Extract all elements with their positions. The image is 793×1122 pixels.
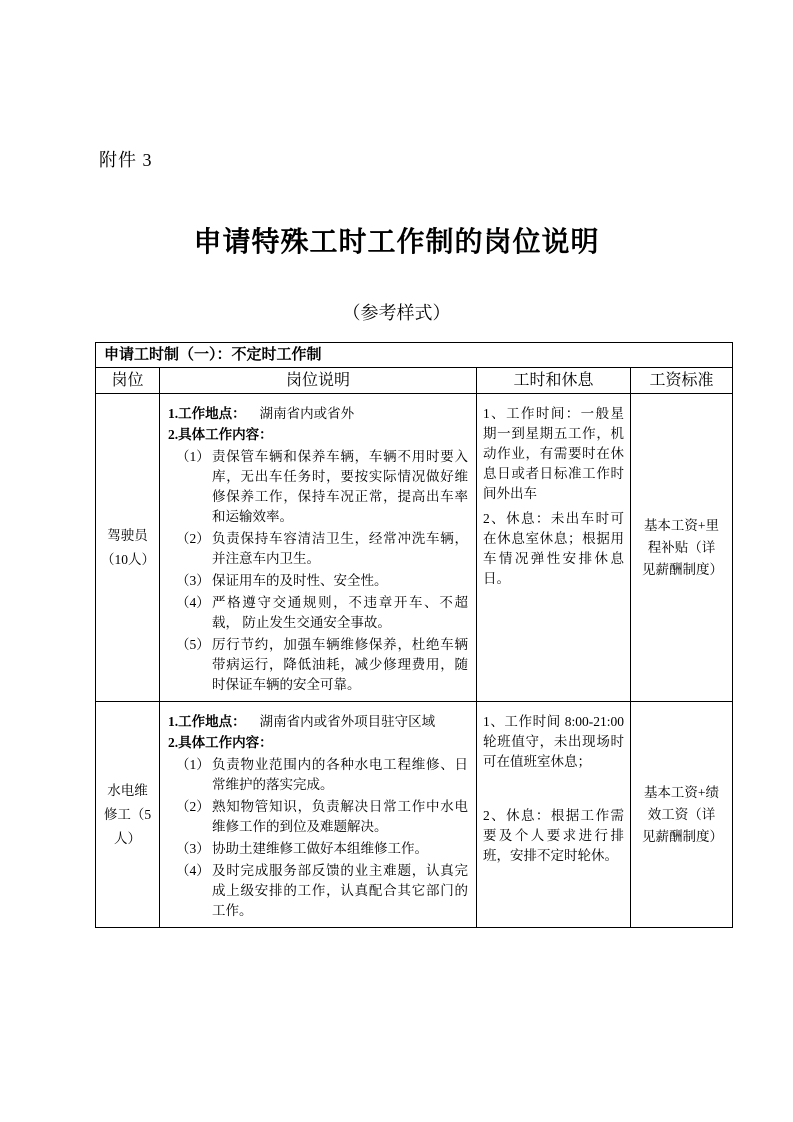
list-item (168, 571, 468, 591)
list-item (168, 861, 468, 921)
list-item-text: 严格遵守交通规则，不违章开车、不超载， 防止发生交通安全事故。 (212, 595, 468, 630)
work-content-label: 2.具体工作内容： (168, 427, 273, 442)
list-item-number: （3） (176, 841, 210, 856)
column-header-position: 岗位 (96, 368, 160, 394)
list-item (168, 593, 468, 633)
work-location-label: 1.工作地点： (168, 406, 246, 421)
description-cell (160, 394, 477, 702)
list-item-number: （2） (176, 799, 210, 814)
list-item-number: （2） (176, 531, 210, 546)
work-location-label: 1.工作地点： (168, 714, 246, 729)
list-item-number: （4） (176, 863, 210, 878)
table-caption: 申请工时制（一）：不定时工作制 (96, 343, 733, 368)
description-cell (160, 702, 477, 928)
list-item-number: （3） (176, 573, 210, 588)
work-location-value: 湖南省内或省外项目驻守区域 (259, 714, 436, 729)
list-item-text: 负责保持车容清洁卫生，经常冲洗车辆，并注意车内卫生。 (212, 531, 468, 566)
list-item-text: 责保管车辆和保养车辆，车辆不用时要入库，无出车任务时，要按实际情况做好维修保养工作，保持车况正常，提高出车率和运输效率。 (212, 449, 468, 524)
list-item-number: （1） (176, 757, 210, 772)
hours-paragraph: 2、休息：根据工作需要及个人要求进行排班，安排不定时轮休。 (483, 808, 624, 863)
list-item (168, 797, 468, 837)
work-location-value: 湖南省内或省外 (259, 406, 355, 421)
list-item-number: （1） (176, 449, 210, 464)
list-item-text: 及时完成服务部反馈的业主难题，认真完成上级安排的工作，认真配合其它部门的工作。 (212, 863, 468, 918)
list-item (168, 447, 468, 527)
hours-paragraph: 1、工作时间 8:00-21:00 轮班值守，未出现场时可在值班室休息； (483, 714, 624, 769)
attachment-label: 附件 3 (99, 150, 153, 170)
salary-cell: 基本工资+里程补贴（详见薪酬制度） (631, 394, 733, 702)
list-item-text: 厉行节约，加强车辆维修保养，杜绝车辆带病运行，降低油耗，减少修理费用，随时保证车辆的安全可靠。 (212, 637, 468, 692)
list-item-number: （4） (176, 595, 210, 610)
work-location-line (168, 404, 468, 424)
list-item (168, 839, 468, 859)
table-row-driver (96, 394, 733, 702)
column-header-salary: 工资标准 (631, 368, 733, 394)
position-cell: 水电维修工（5人） (96, 702, 160, 928)
work-location-line (168, 712, 468, 732)
position-cell: 驾驶员（10人） (96, 394, 160, 702)
hours-cell (477, 394, 631, 702)
list-item-text: 熟知物管知识，负责解决日常工作中水电维修工作的到位及难题解决。 (212, 799, 468, 834)
list-item-number: （5） (176, 637, 210, 652)
salary-cell: 基本工资+绩效工资（详见薪酬制度） (631, 702, 733, 928)
document-subtitle: （参考样式） (342, 303, 451, 323)
list-item (168, 635, 468, 695)
list-item-text: 保证用车的及时性、安全性。 (212, 573, 388, 588)
hours-paragraph: 1、工作时间：一般星期一到星期五工作，机动作业，有需要时在休息日或者日标准工作时间外出车 (483, 406, 624, 501)
document-title: 申请特殊工时工作制的岗位说明 (193, 226, 600, 257)
hours-cell (477, 702, 631, 928)
table-header-row (96, 368, 733, 394)
list-item (168, 529, 468, 569)
table-row-plumber-electrician (96, 702, 733, 928)
work-content-label: 2.具体工作内容： (168, 735, 273, 750)
table-caption-row (96, 343, 733, 368)
positions-table (95, 342, 733, 928)
column-header-description: 岗位说明 (160, 368, 477, 394)
hours-paragraph: 2、休息：未出车时可在休息室休息；根据用车情况弹性安排休息日。 (483, 511, 624, 586)
list-item-text: 负责物业范围内的各种水电工程维修、日常维护的落实完成。 (212, 757, 468, 792)
list-item (168, 755, 468, 795)
column-header-hours: 工时和休息 (477, 368, 631, 394)
list-item-text: 协助土建维修工做好本组维修工作。 (212, 841, 428, 856)
